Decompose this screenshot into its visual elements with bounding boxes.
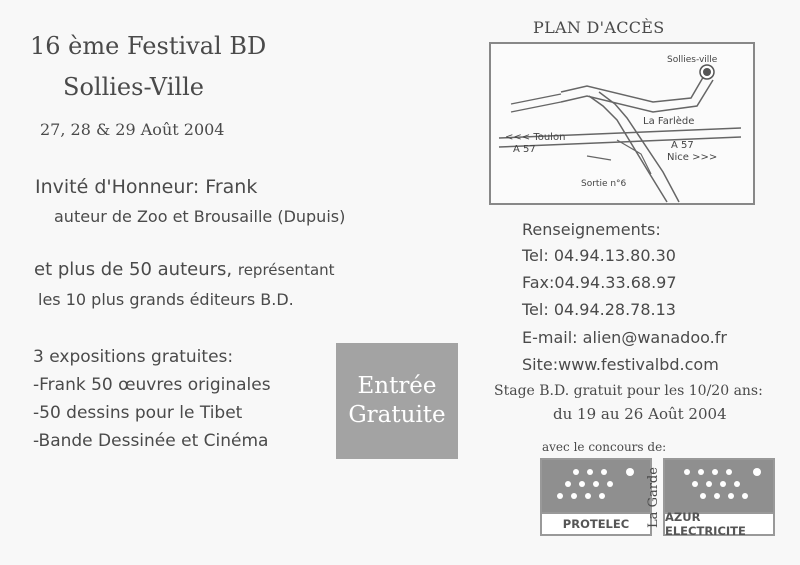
map-title: PLAN D'ACCÈS bbox=[533, 18, 665, 37]
map-label-a57-left: A 57 bbox=[513, 144, 536, 155]
authors-representing: représentant bbox=[237, 261, 335, 279]
free-entry-badge bbox=[336, 343, 458, 459]
authors-publishers: les 10 plus grands éditeurs B.D. bbox=[38, 290, 294, 309]
phone-1: Tel: 04.94.13.80.30 bbox=[522, 246, 676, 265]
map-label-sortie: Sortie n°6 bbox=[581, 179, 627, 189]
map-label-farlede: La Farlède bbox=[643, 116, 695, 127]
sponsors-heading: avec le concours de: bbox=[542, 440, 667, 454]
workshop-dates: du 19 au 26 Août 2004 bbox=[553, 405, 727, 423]
azur-dots bbox=[665, 460, 773, 510]
expositions-heading: 3 expositions gratuites: bbox=[33, 347, 234, 367]
guest-description: auteur de Zoo et Brousaille (Dupuis) bbox=[54, 207, 346, 226]
road-line bbox=[561, 74, 705, 102]
exposition-item: -Bande Dessinée et Cinéma bbox=[33, 431, 269, 451]
protelec-logo bbox=[540, 458, 652, 536]
access-map-drawing bbox=[491, 44, 753, 203]
azur-electricite-name: AZUR ELECTRICITE bbox=[665, 512, 773, 534]
exposition-item: -50 dessins pour le Tibet bbox=[33, 403, 243, 423]
exposition-item: -Frank 50 œuvres originales bbox=[33, 375, 271, 395]
access-map bbox=[489, 42, 755, 205]
fax: Fax:04.94.33.68.97 bbox=[522, 273, 677, 292]
sollies-ville-dot bbox=[703, 68, 711, 76]
phone-2: Tel: 04.94.28.78.13 bbox=[522, 300, 676, 319]
road-line bbox=[511, 102, 561, 112]
free-entry-line2: Gratuite bbox=[348, 402, 446, 428]
free-entry-line1: Entrée bbox=[357, 373, 437, 400]
road-line bbox=[511, 94, 561, 104]
la-garde-text: La Garde bbox=[645, 467, 661, 528]
festival-town: Sollies-Ville bbox=[63, 73, 204, 101]
exit-ramp bbox=[587, 156, 611, 160]
email: E-mail: alien@wanadoo.fr bbox=[522, 328, 727, 347]
authors-count: et plus de 50 auteurs, bbox=[34, 259, 233, 280]
azur-electricite-logo bbox=[663, 458, 775, 536]
map-label-a57-right: A 57 bbox=[671, 140, 694, 151]
festival-title: 16 ème Festival BD bbox=[30, 32, 267, 60]
la-garde-label bbox=[643, 467, 663, 530]
road-line bbox=[561, 80, 713, 112]
guest-of-honour: Invité d'Honneur: Frank bbox=[35, 176, 258, 198]
map-label-toulon: <<< Toulon bbox=[505, 132, 566, 143]
map-label-nice: Nice >>> bbox=[667, 152, 718, 163]
authors-line bbox=[34, 259, 335, 280]
workshop-line: Stage B.D. gratuit pour les 10/20 ans: bbox=[494, 383, 763, 399]
website: Site:www.festivalbd.com bbox=[522, 355, 719, 374]
info-heading: Renseignements: bbox=[522, 220, 661, 239]
map-label-sollies: Sollies-ville bbox=[667, 55, 718, 65]
protelec-dots bbox=[542, 460, 650, 510]
protelec-name: PROTELEC bbox=[542, 512, 650, 534]
festival-dates: 27, 28 & 29 Août 2004 bbox=[40, 120, 225, 139]
